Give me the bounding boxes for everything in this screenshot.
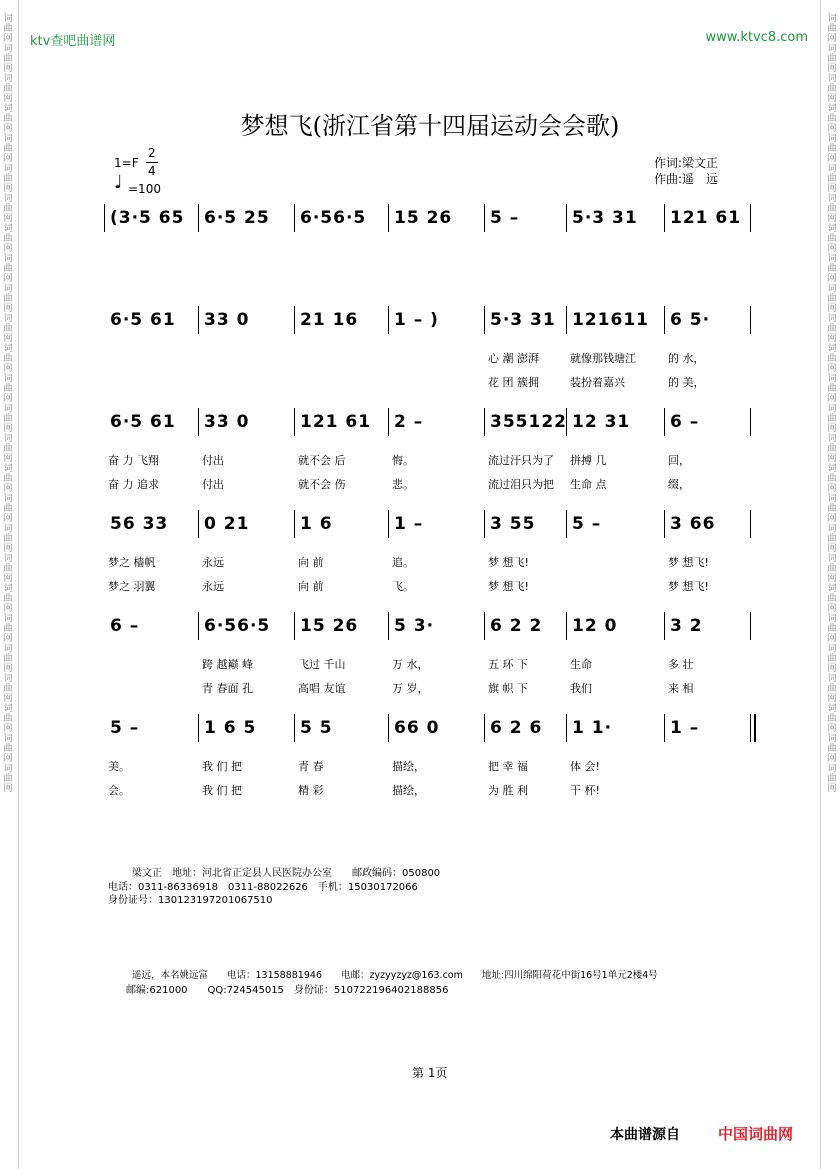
measure-notes: 3 55 bbox=[490, 514, 536, 534]
barline bbox=[566, 510, 567, 538]
measure-notes: 1 1· bbox=[572, 718, 613, 738]
lyric-text: 描绘， bbox=[392, 760, 425, 773]
barline bbox=[294, 408, 295, 436]
measure-notes: 6·56·5 bbox=[300, 208, 367, 228]
lyric-text: 装扮着嘉兴 bbox=[570, 376, 625, 389]
lyric-text: 梦 想飞! bbox=[668, 580, 709, 593]
barline bbox=[664, 204, 665, 232]
measure-notes: 1 6 5 bbox=[204, 718, 257, 738]
tempo-marking: =100 bbox=[128, 182, 161, 196]
barline bbox=[294, 714, 295, 742]
barline bbox=[750, 204, 751, 232]
score-system bbox=[104, 714, 752, 797]
lyric-text: 梦 想飞! bbox=[668, 556, 709, 569]
lyric-text: 向 前 bbox=[298, 556, 324, 569]
score-system bbox=[104, 204, 752, 232]
lyric-text: 青 春 bbox=[298, 760, 324, 773]
measure-notes: 6·56·5 bbox=[204, 616, 271, 636]
lyric-text: 飞过 千山 bbox=[298, 658, 346, 671]
barline bbox=[388, 306, 389, 334]
barline bbox=[388, 204, 389, 232]
quarter-note-icon: ♩ bbox=[114, 172, 123, 193]
measure-notes: 6 – bbox=[670, 412, 700, 432]
barline bbox=[664, 408, 665, 436]
lyric-text: 流过汗只为了 bbox=[488, 454, 554, 467]
lyric-text: 多 壮 bbox=[668, 658, 694, 671]
measure-notes: 56 33 bbox=[110, 514, 169, 534]
barline bbox=[484, 306, 485, 334]
measure-notes: 0 21 bbox=[204, 514, 250, 534]
lyric-text: 奋 力 追求 bbox=[108, 478, 159, 491]
lyric-text: 付出 bbox=[202, 478, 224, 491]
lyric-text: 我 们 把 bbox=[202, 760, 242, 773]
measure-notes: 33 0 bbox=[204, 310, 250, 330]
barline bbox=[388, 408, 389, 436]
barline bbox=[388, 612, 389, 640]
barline bbox=[198, 714, 199, 742]
measure-notes: 2 – bbox=[394, 412, 424, 432]
lyricist-contact-address: 梁文正 地址：河北省正定县人民医院办公室 邮政编码：050800 bbox=[132, 868, 441, 879]
lyric-text: 我 们 把 bbox=[202, 784, 242, 797]
lyric-text: 飞。 bbox=[392, 580, 414, 593]
score-system bbox=[104, 408, 752, 491]
lyric-text: 精 彩 bbox=[298, 784, 324, 797]
measure-notes: 1 – bbox=[394, 514, 424, 534]
header-right-site[interactable]: www.ktvc8.com bbox=[705, 30, 808, 45]
lyric-text: 永远 bbox=[202, 580, 224, 593]
lyricist-contact-phone: 电话：0311-86336918 0311-88022626 手机：15030172066 bbox=[108, 882, 418, 893]
measure-notes: 1 – ) bbox=[394, 310, 439, 330]
barline bbox=[750, 714, 751, 742]
score-system bbox=[104, 306, 752, 389]
barline bbox=[388, 714, 389, 742]
lyric-text: 旗 帜 下 bbox=[488, 682, 528, 695]
barline bbox=[484, 612, 485, 640]
barline bbox=[566, 714, 567, 742]
measure-notes: 12 0 bbox=[572, 616, 618, 636]
lyric-text: 梦 想飞! bbox=[488, 580, 529, 593]
lyric-text: 就不会 伤 bbox=[298, 478, 346, 491]
lyric-text: 花 团 簇拥 bbox=[488, 376, 539, 389]
lyric-text: 梦 想飞! bbox=[488, 556, 529, 569]
lyric-text: 追。 bbox=[392, 556, 414, 569]
lyric-text: 描绘， bbox=[392, 784, 425, 797]
measure-notes: 121611 bbox=[572, 310, 649, 330]
lyric-text: 拼搏 几 bbox=[570, 454, 607, 467]
lyric-text: 把 幸 福 bbox=[488, 760, 528, 773]
measure-notes: 3 2 bbox=[670, 616, 703, 636]
barline bbox=[294, 204, 295, 232]
lyric-text: 生命 bbox=[570, 658, 592, 671]
time-signature-divider bbox=[146, 162, 158, 163]
composer-contact-line: 遥远，本名姚远富 电话：13158881946 电邮：zyzyyzyz@163.com 地址:四川绵阳荷花中街16号1单元2楼4号 bbox=[132, 970, 658, 981]
measure-notes: 15 26 bbox=[394, 208, 453, 228]
lyric-text: 万 岁， bbox=[392, 682, 429, 695]
barline bbox=[198, 612, 199, 640]
measure-notes: 6·5 25 bbox=[204, 208, 270, 228]
measure-notes: 5 – bbox=[490, 208, 520, 228]
lyric-text: 体 会! bbox=[570, 760, 600, 773]
barline bbox=[388, 510, 389, 538]
barline bbox=[664, 714, 665, 742]
measure-notes: 6 – bbox=[110, 616, 140, 636]
lyric-text: 回， bbox=[668, 454, 690, 467]
lyric-text: 悲。 bbox=[392, 478, 414, 491]
source-brand-link[interactable]: 中国词曲网 bbox=[718, 1125, 794, 1143]
measure-notes: 5 – bbox=[572, 514, 602, 534]
lyric-text: 梦之 羽翼 bbox=[108, 580, 156, 593]
barline bbox=[566, 612, 567, 640]
barline bbox=[484, 714, 485, 742]
barline bbox=[750, 510, 751, 538]
barline bbox=[294, 612, 295, 640]
measure-notes: 12 31 bbox=[572, 412, 631, 432]
measure-notes: 121 61 bbox=[670, 208, 742, 228]
lyric-text: 缀， bbox=[668, 478, 690, 491]
measure-notes: 66 0 bbox=[394, 718, 440, 738]
score-system bbox=[104, 510, 752, 593]
measure-notes: 33 0 bbox=[204, 412, 250, 432]
measure-notes: 1 6 bbox=[300, 514, 333, 534]
measure-notes: 15 26 bbox=[300, 616, 359, 636]
barline bbox=[294, 510, 295, 538]
song-title: 梦想飞(浙江省第十四届运动会会歌) bbox=[240, 112, 620, 140]
measure-notes: 6 2 6 bbox=[490, 718, 543, 738]
measure-notes: 355122 bbox=[490, 412, 567, 432]
measure-notes: 5 5 bbox=[300, 718, 333, 738]
measure-notes: (3·5 65 bbox=[110, 208, 185, 228]
time-signature-denominator: 4 bbox=[148, 164, 156, 178]
barline bbox=[294, 306, 295, 334]
lyric-text: 的 水， bbox=[668, 352, 705, 365]
lyric-text: 五 环 下 bbox=[488, 658, 528, 671]
lyric-text: 悔。 bbox=[392, 454, 414, 467]
lyric-text: 美。 bbox=[108, 760, 130, 773]
barline bbox=[484, 510, 485, 538]
barline bbox=[198, 204, 199, 232]
lyric-text: 生命 点 bbox=[570, 478, 607, 491]
lyric-text: 干 杯! bbox=[570, 784, 600, 797]
barline bbox=[198, 408, 199, 436]
lyric-text: 会。 bbox=[108, 784, 130, 797]
measure-notes: 6·5 61 bbox=[110, 310, 176, 330]
barline bbox=[566, 204, 567, 232]
lyricist-credit: 作词:梁文正 bbox=[654, 156, 719, 170]
time-signature-numerator: 2 bbox=[148, 146, 156, 160]
measure-notes: 1 – bbox=[670, 718, 700, 738]
lyric-text: 的 美， bbox=[668, 376, 705, 389]
barline bbox=[104, 204, 105, 232]
page-number: 第 1页 bbox=[412, 1066, 448, 1080]
right-margin-line bbox=[820, 0, 821, 1169]
measure-notes: 5 – bbox=[110, 718, 140, 738]
lyric-text: 奋 力 飞翔 bbox=[108, 454, 159, 467]
barline bbox=[484, 408, 485, 436]
barline bbox=[750, 408, 751, 436]
lyric-text: 青 春面 孔 bbox=[202, 682, 253, 695]
lyric-text: 付出 bbox=[202, 454, 224, 467]
source-label: 本曲谱源自 bbox=[610, 1127, 680, 1143]
composer-contact-postal: 邮编:621000 QQ:724545015 身份证：510722196402188856 bbox=[126, 985, 449, 996]
lyric-text: 我们 bbox=[570, 682, 592, 695]
composer-credit: 作曲:遥 远 bbox=[654, 172, 719, 186]
lyric-text: 万 水， bbox=[392, 658, 429, 671]
barline bbox=[484, 204, 485, 232]
barline bbox=[198, 306, 199, 334]
measure-notes: 5·3 31 bbox=[490, 310, 556, 330]
lyric-text: 为 胜 利 bbox=[488, 784, 528, 797]
left-margin-line bbox=[18, 0, 19, 1169]
measure-notes: 5 3· bbox=[394, 616, 435, 636]
barline bbox=[750, 306, 751, 334]
barline bbox=[664, 306, 665, 334]
measure-notes: 6·5 61 bbox=[110, 412, 176, 432]
lyric-text: 跨 越巅 峰 bbox=[202, 658, 253, 671]
score-system bbox=[104, 612, 752, 695]
lyric-text: 来 相 bbox=[668, 682, 694, 695]
lyric-text: 向 前 bbox=[298, 580, 324, 593]
lyricist-contact-id: 身份证号：130123197201067510 bbox=[108, 895, 273, 906]
barline bbox=[750, 612, 751, 640]
lyric-text: 就像那钱塘江 bbox=[570, 352, 636, 365]
measure-notes: 121 61 bbox=[300, 412, 372, 432]
lyric-text: 流过泪只为把 bbox=[488, 478, 554, 491]
lyric-text: 永远 bbox=[202, 556, 224, 569]
measure-notes: 6 2 2 bbox=[490, 616, 543, 636]
header-left-site[interactable]: ktv查吧曲谱网 bbox=[30, 34, 116, 49]
lyric-text: 心 潮 澎湃 bbox=[488, 352, 539, 365]
measure-notes: 3 66 bbox=[670, 514, 716, 534]
final-barline bbox=[754, 714, 756, 742]
right-watermark-column: 词曲网词曲网词曲网词曲网词曲网词曲网词曲网词曲网词曲网词曲网词曲网词曲网词曲网词曲网词曲网词曲网词曲网词曲网词曲网词曲网词曲网词曲网词曲网词曲网词曲网词曲网 bbox=[827, 14, 837, 794]
barline bbox=[198, 510, 199, 538]
barline bbox=[566, 306, 567, 334]
measure-notes: 21 16 bbox=[300, 310, 359, 330]
lyric-text: 高唱 友谊 bbox=[298, 682, 346, 695]
lyric-text: 就不会 后 bbox=[298, 454, 346, 467]
measure-notes: 5·3 31 bbox=[572, 208, 638, 228]
barline bbox=[664, 612, 665, 640]
barline bbox=[664, 510, 665, 538]
lyric-text: 梦之 樯帆 bbox=[108, 556, 156, 569]
key-signature: 1=F bbox=[114, 156, 139, 170]
left-watermark-column: 词曲网词曲网词曲网词曲网词曲网词曲网词曲网词曲网词曲网词曲网词曲网词曲网词曲网词曲网词曲网词曲网词曲网词曲网词曲网词曲网词曲网词曲网词曲网词曲网词曲网词曲网 bbox=[3, 14, 13, 794]
measure-notes: 6 5· bbox=[670, 310, 711, 330]
